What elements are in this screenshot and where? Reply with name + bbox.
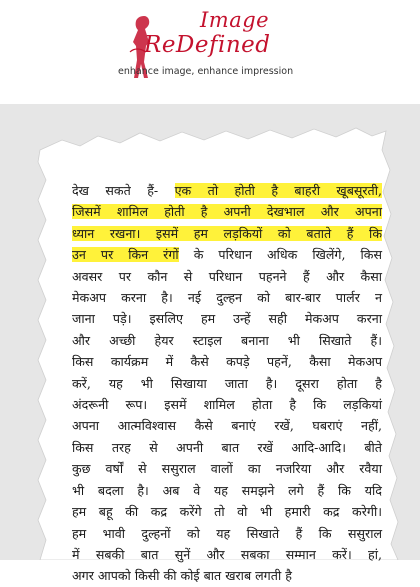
text-segment: अपना आत्मविश्वास कैसे बनाएं रखें, घबराएं नहीं, xyxy=(72,418,382,434)
text-line xyxy=(72,480,382,501)
logo xyxy=(118,6,318,92)
text-line xyxy=(72,394,382,415)
text-segment: के परिधान अधिक खिलेंगे, किस xyxy=(178,247,382,263)
text-line xyxy=(72,201,382,222)
text-line xyxy=(72,544,382,565)
logo-tagline: enhance image, enhance impression xyxy=(118,66,294,77)
text-segment: हम बहू की कद्र करेंगे तो वो भी हमारी कद्र करेगी। xyxy=(72,504,382,520)
text-line xyxy=(72,458,382,479)
text-line xyxy=(72,523,382,544)
text-line xyxy=(72,330,382,351)
text-segment: भी बदला है। अब वे यह समझने लगे हैं कि यदि xyxy=(72,482,382,498)
text-segment: कुछ वर्षों से ससुराल वालों का नजरिया और रवैया xyxy=(72,461,382,477)
text-segment: देख सकते हैं- xyxy=(72,183,175,198)
highlighted-text: जिसमें शामिल होती है अपनी देखभाल और अपना xyxy=(72,204,382,220)
text-segment: में सबकी बात सुनें और सबका सम्मान करें। हां, xyxy=(72,546,382,562)
text-line xyxy=(72,223,382,244)
text-line xyxy=(72,308,382,329)
text-line xyxy=(72,266,382,287)
text-line xyxy=(72,351,382,372)
article-text xyxy=(72,180,382,587)
text-segment: अंदरूनी रूप। इसमें शामिल होता है कि लड़कियां xyxy=(72,397,382,413)
text-segment: अगर आपको किसी की कोई बात खराब लगती है xyxy=(72,568,292,584)
highlighted-text: ध्यान रखना। इसमें हम लड़कियों को बताते हैं कि xyxy=(72,225,382,241)
text-segment: करें, यह भी सिखाया जाता है। दूसरा होता है xyxy=(72,375,382,391)
highlighted-text: उन पर किन रंगों xyxy=(72,247,179,263)
text-line xyxy=(72,287,382,308)
text-segment: और अच्छी हेयर स्टाइल बनाना भी सिखाते हैं। xyxy=(72,332,382,348)
logo-title-line2: ReDefined xyxy=(144,32,271,58)
text-line xyxy=(72,415,382,436)
text-line xyxy=(72,437,382,458)
text-line xyxy=(72,180,382,201)
text-segment: जाना पड़े। इसलिए हम उन्हें सही मेकअप करना xyxy=(72,311,382,327)
text-segment: हम भावी दुल्हनों को यह सिखाते हैं कि ससुराल xyxy=(72,525,382,541)
logo-title-line1: Image xyxy=(200,8,270,32)
text-line xyxy=(72,565,382,586)
text-line xyxy=(72,501,382,522)
text-line xyxy=(72,373,382,394)
text-segment: अवसर पर कौन से परिधान पहनने हैं और कैसा xyxy=(72,268,382,284)
text-line xyxy=(72,244,382,265)
text-segment: मेकअप करना है। नई दुल्हन को बार-बार पार्लर न xyxy=(72,290,382,306)
text-segment: किस कार्यक्रम में कैसे कपड़े पहनें, कैसा मेकअप xyxy=(72,354,382,370)
highlighted-text: एक तो होती है बाहरी खूबसूरती, xyxy=(174,183,382,198)
text-segment: किस तरह से अपनी बात रखें आदि-आदि। बीते xyxy=(72,439,382,455)
